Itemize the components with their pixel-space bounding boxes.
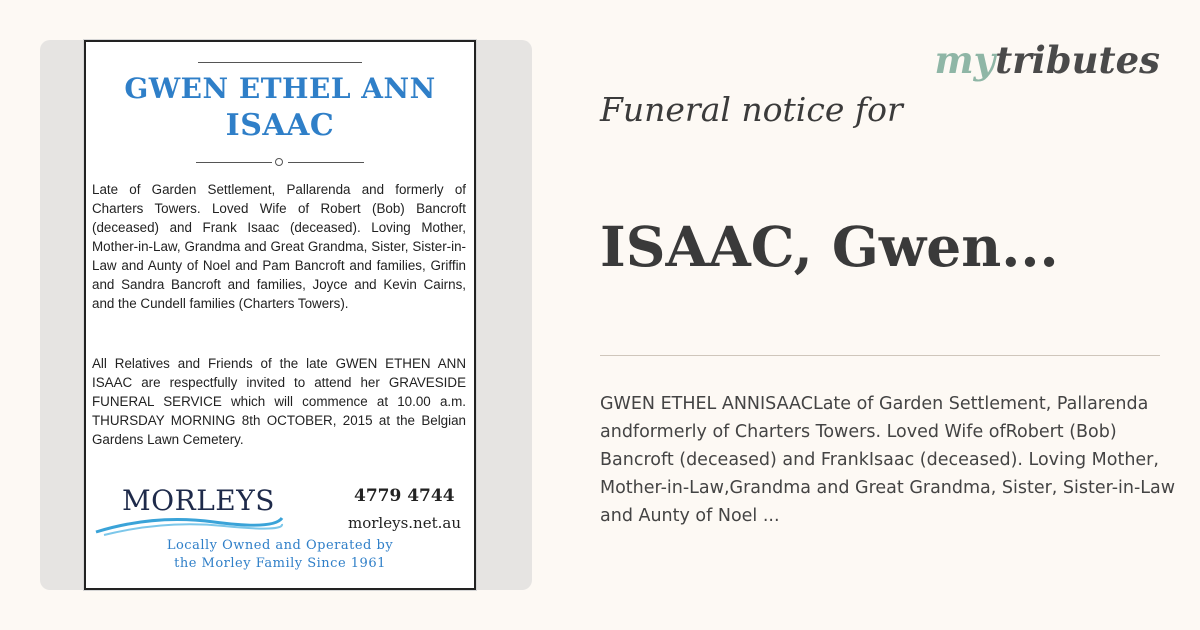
section-divider bbox=[600, 355, 1160, 356]
wave-logo-icon bbox=[94, 512, 284, 536]
funeral-home-website: morleys.net.au bbox=[348, 514, 461, 532]
funeral-notice-image bbox=[84, 40, 476, 590]
notice-paragraph-1: Late of Garden Settlement, Pallarenda and formerly of Charters Towers. Loved Wife of Robert (Bob) Bancroft (deceased) and Frank Isaac (deceased). Loving Mother, Mother-in-Law, Grandma and Great Grandma, Sister, Sister-in-Law and Aunty of Noel and Pam Bancroft and families, Griffin and Sandra Bancroft and families, Joyce and Kevin Cairns, and the Cundell families (Charters Towers). bbox=[92, 182, 466, 311]
notice-top-rule bbox=[198, 62, 362, 63]
ornament-divider bbox=[196, 158, 364, 168]
brand-my: my bbox=[934, 38, 996, 82]
brand-tributes: tributes bbox=[995, 38, 1160, 82]
notice-name-line-2: ISAAC bbox=[225, 108, 335, 143]
mytributes-logo[interactable] bbox=[934, 38, 1160, 82]
funeral-home-phone: 4779 4744 bbox=[354, 486, 455, 506]
notice-title: ISAAC, Gwen... bbox=[600, 214, 1059, 279]
notice-name-line-1: GWEN ETHEL ANN bbox=[124, 72, 436, 105]
tagline-line-2: the Morley Family Since 1961 bbox=[174, 556, 386, 571]
notice-label: Funeral notice for bbox=[600, 90, 903, 129]
notice-paragraph-2: All Relatives and Friends of the late GWEN ETHEN ANN ISAAC are respectfully invited to attend her GRAVESIDE FUNERAL SERVICE which will commence at 10.00 a.m. THURSDAY MORNING 8th OCTOBER, 2015 at the Belgian Gardens Lawn Cemetery. bbox=[92, 356, 466, 447]
tagline-line-1: Locally Owned and Operated by bbox=[166, 538, 394, 553]
funeral-home-logo: MORLEYS bbox=[122, 484, 275, 517]
notice-excerpt: GWEN ETHEL ANNISAACLate of Garden Settlement, Pallarenda andformerly of Charters Towers. Loved Wife ofRobert (Bob) Bancroft (deceased) and FrankIsaac (deceased). Loving Mother, Mother-in-Law,Grandma and Great Grandma, Sister, Sister-in-Law and Aunty of Noel ... bbox=[600, 394, 1176, 526]
